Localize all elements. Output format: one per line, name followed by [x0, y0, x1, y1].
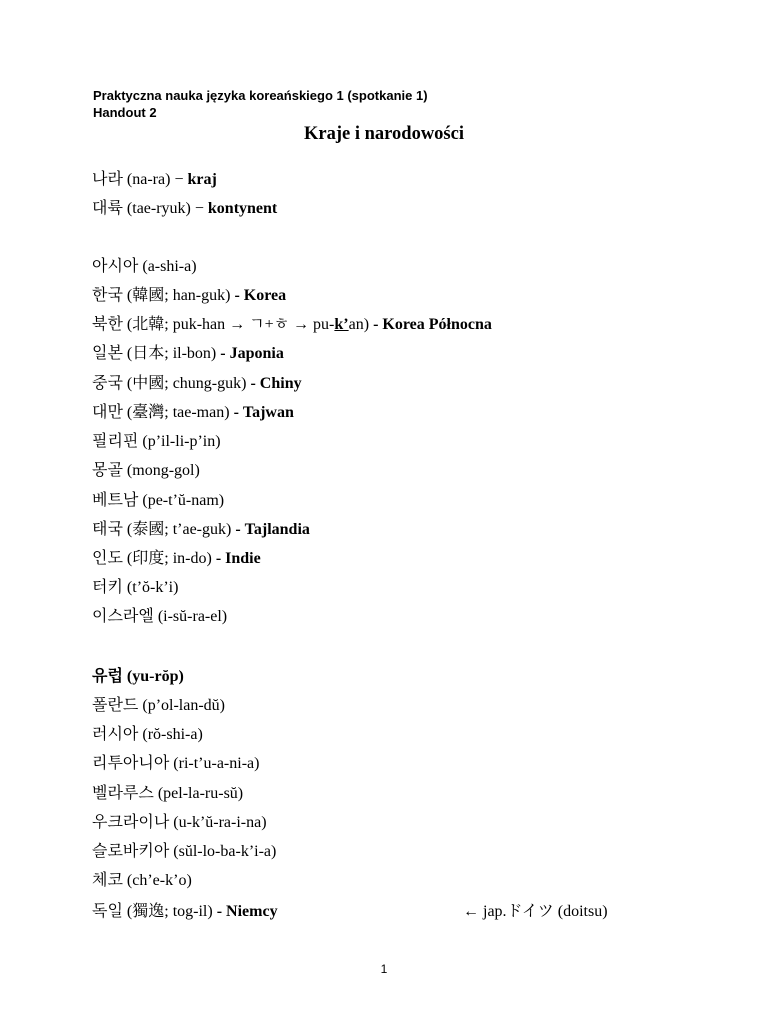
romanization: (臺灣; tae-man)	[122, 404, 234, 421]
romanization: (中國; chung-guk)	[122, 375, 251, 392]
korean-term: 필리핀	[92, 433, 139, 450]
romanization: (獨逸; tog-il)	[122, 903, 217, 920]
korean-term: 체코	[92, 872, 123, 889]
vocab-entry	[92, 725, 203, 745]
vocab-entry	[92, 696, 225, 716]
vocab-entry	[92, 842, 276, 862]
korean-term: 슬로바키아	[92, 843, 170, 860]
romanization: (pe-t’ŭ-nam)	[138, 492, 225, 509]
korean-term: 이스라엘	[92, 608, 154, 625]
vocab-entry	[92, 578, 178, 598]
romanization-underlined: k’	[334, 316, 349, 333]
korean-term: 우크라이나	[92, 814, 170, 831]
polish-meaning: (yu-rŏp)	[126, 668, 184, 685]
vocab-entry	[92, 902, 278, 922]
romanization: (t’ŏ-k’i)	[122, 579, 179, 596]
romanization: (ch’e-k’o)	[122, 872, 192, 889]
vocab-entry	[92, 432, 221, 452]
romanization: (na-ra) −	[122, 171, 188, 188]
handout-header	[93, 87, 428, 121]
polish-meaning: kraj	[187, 171, 217, 188]
korean-term: 베트남	[92, 492, 139, 509]
korean-term: 한국	[92, 287, 123, 304]
romanization: (韓國; han-guk)	[122, 287, 235, 304]
korean-term: 폴란드	[92, 697, 139, 714]
romanization: (a-shi-a)	[138, 258, 197, 275]
vocab-entry	[92, 871, 192, 891]
korean-term: 아시아	[92, 258, 139, 275]
page-title: Kraje i narodowości	[304, 124, 464, 144]
korean-term: 일본	[92, 345, 123, 362]
korean-term: 중국	[92, 375, 123, 392]
korean-term: 태국	[92, 521, 123, 538]
romanization: (北韓; puk-han → ㄱ+ㅎ → pu-	[122, 316, 335, 333]
vocab-entry	[92, 784, 243, 804]
polish-meaning: - Indie	[215, 550, 261, 567]
vocab-entry	[92, 491, 224, 511]
korean-term: 북한	[92, 316, 123, 333]
korean-term: 대만	[92, 404, 123, 421]
vocab-entry	[92, 403, 294, 423]
romanization: (p’ol-lan-dŭ)	[138, 697, 226, 714]
romanization: (日本; il-bon)	[122, 345, 221, 362]
romanization: (i-sŭ-ra-el)	[153, 608, 228, 625]
polish-meaning: - Tajlandia	[235, 521, 310, 538]
polish-meaning: kontynent	[207, 200, 278, 217]
vocab-entry	[92, 607, 227, 627]
korean-term: 독일	[92, 903, 123, 920]
korean-term: 인도	[92, 550, 123, 567]
polish-meaning: - Korea	[234, 287, 287, 304]
vocab-entry	[92, 257, 197, 277]
korean-term: 유럽	[92, 668, 123, 685]
course-title: Praktyczna nauka języka koreańskiego 1 (spotkanie 1)	[93, 88, 428, 103]
vocab-entry	[92, 520, 310, 540]
vocab-entry	[92, 754, 259, 774]
romanization: (tae-ryuk) −	[122, 200, 208, 217]
handout-label: Handout 2	[93, 105, 157, 120]
romanization: (sŭl-lo-ba-k’i-a)	[169, 843, 277, 860]
romanization: (pel-la-ru-sŭ)	[153, 785, 244, 802]
korean-term: 벨라루스	[92, 785, 154, 802]
vocab-entry	[92, 549, 261, 569]
korean-term: 터키	[92, 579, 123, 596]
romanization: (泰國; t’ae-guk)	[122, 521, 236, 538]
romanization-end: an)	[348, 316, 374, 333]
romanization: (rŏ-shi-a)	[138, 726, 203, 743]
korean-term: 나라	[92, 171, 123, 188]
vocab-entry	[92, 667, 184, 687]
vocab-entry	[92, 461, 200, 481]
page-number: 1	[380, 962, 388, 976]
polish-meaning: - Niemcy	[216, 903, 278, 920]
romanization: (u-k’ŭ-ra-i-na)	[169, 814, 267, 831]
romanization: (ri-t’u-a-ni-a)	[169, 755, 260, 772]
vocab-entry	[92, 315, 492, 335]
vocab-entry	[92, 374, 302, 394]
korean-term: 몽골	[92, 462, 123, 479]
polish-meaning: - Tajwan	[233, 404, 294, 421]
korean-term: 대륙	[92, 200, 123, 217]
korean-term: 리투아니아	[92, 755, 170, 772]
vocab-entry	[92, 170, 217, 190]
romanization: (印度; in-do)	[122, 550, 216, 567]
vocab-entry	[92, 344, 284, 364]
polish-meaning: - Korea Północna	[373, 316, 492, 333]
romanization: (p’il-li-p’in)	[138, 433, 221, 450]
vocab-entry	[92, 199, 277, 219]
romanization: (mong-gol)	[122, 462, 200, 479]
polish-meaning: - Japonia	[220, 345, 284, 362]
etymology-note: ← jap.ドイツ (doitsu)	[463, 903, 608, 920]
vocab-entry	[92, 286, 286, 306]
polish-meaning: - Chiny	[250, 375, 302, 392]
vocab-entry	[92, 813, 267, 833]
korean-term: 러시아	[92, 726, 139, 743]
